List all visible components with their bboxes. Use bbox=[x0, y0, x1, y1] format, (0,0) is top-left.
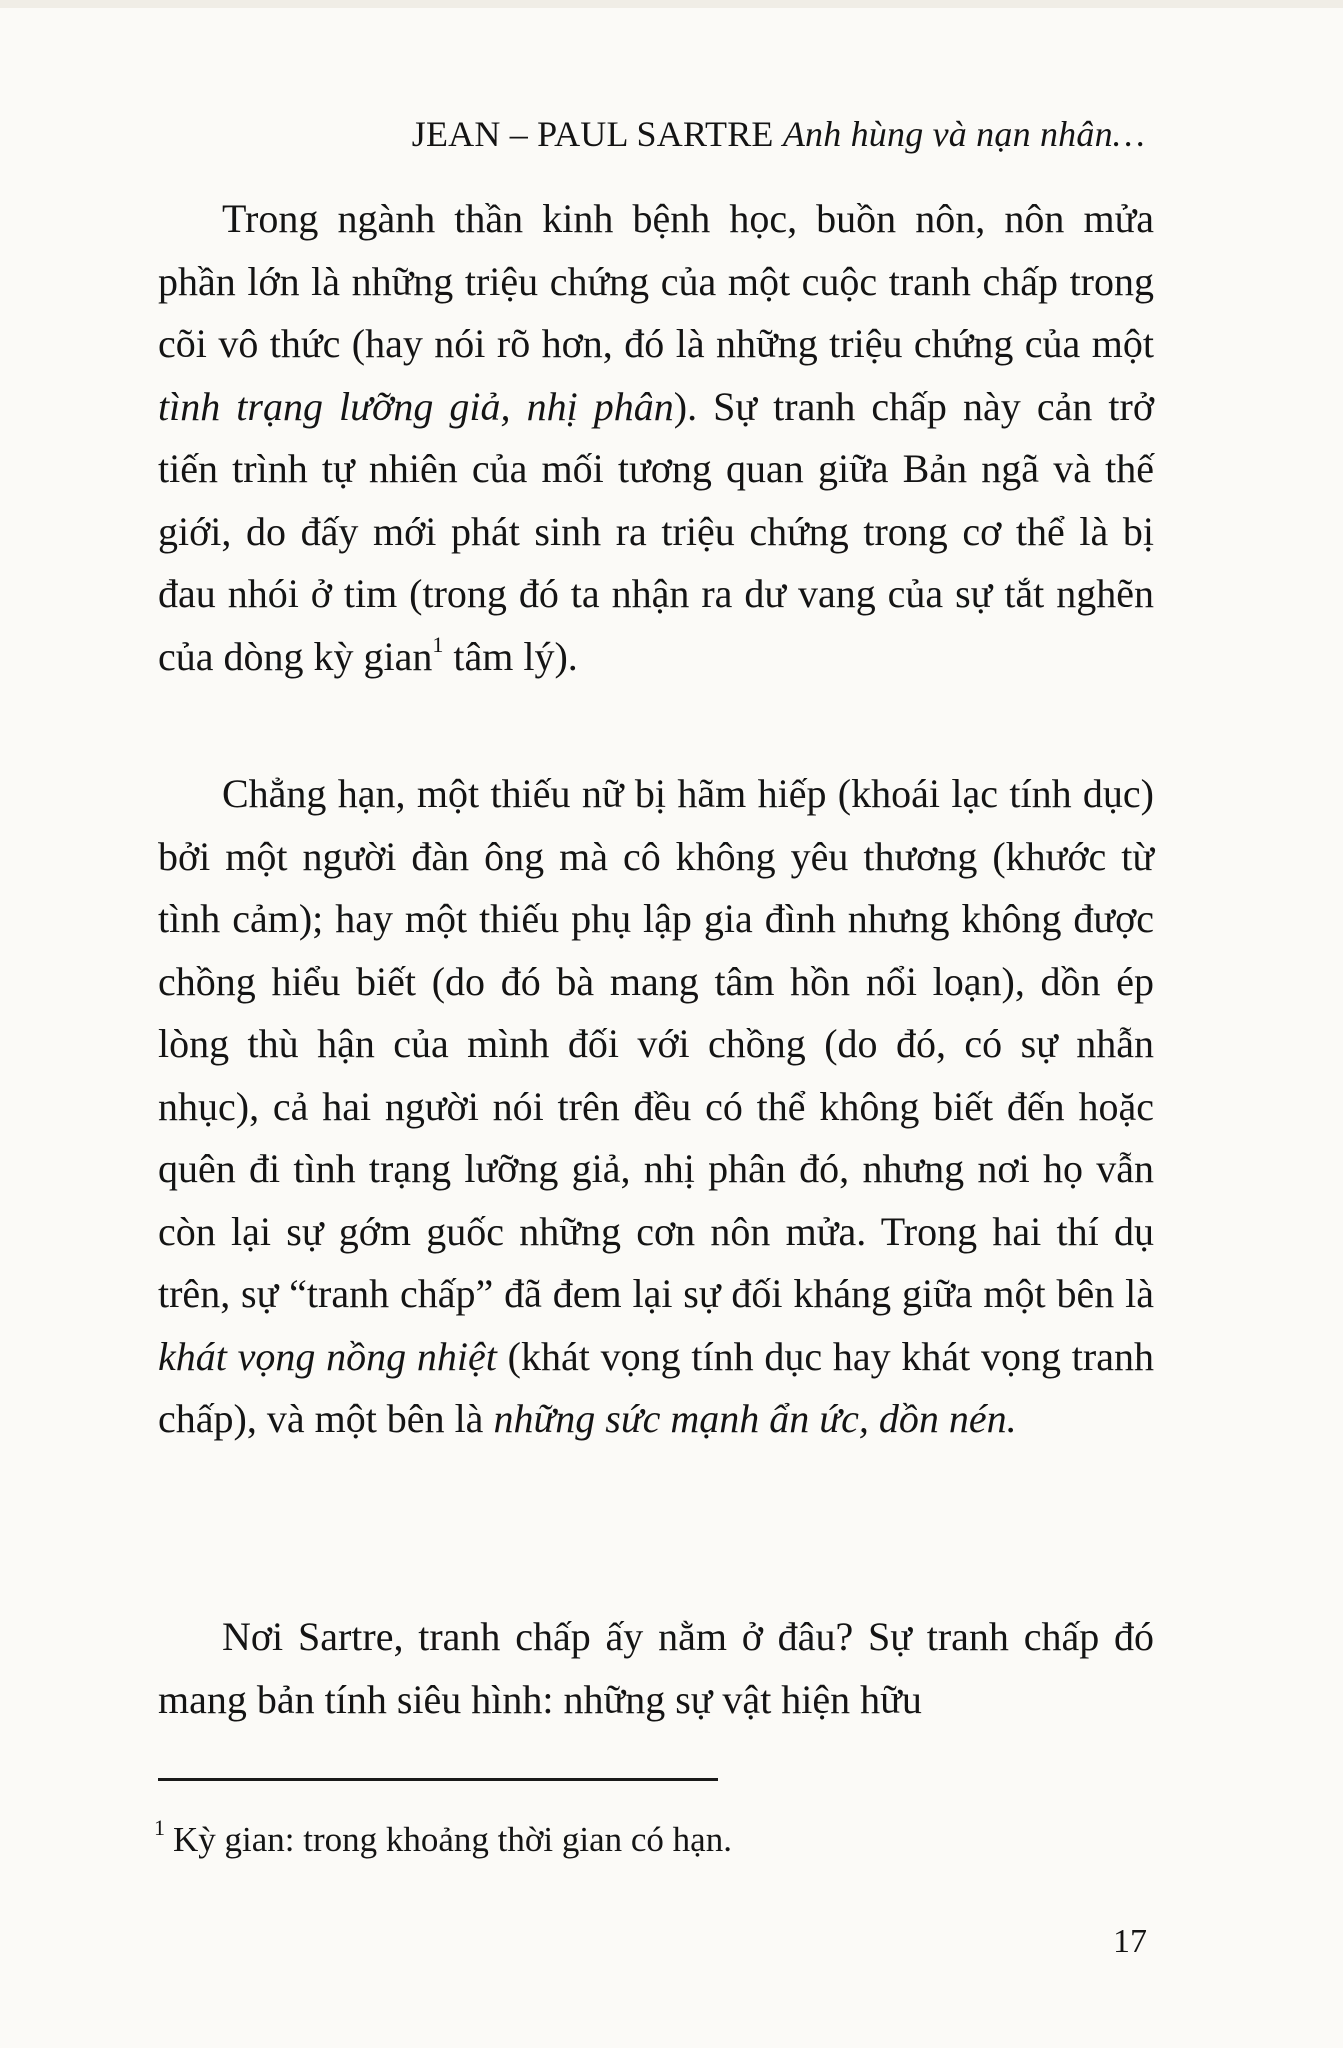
paragraph-text: Trong ngành thần kinh bệnh học, buồn nôn, nôn mửa phần lớn là những triệu chứng của một cuộc tranh chấp trong cõi vô thức (hay nói rõ hơn, đó là những triệu chứng của một bbox=[158, 196, 1154, 366]
footnote-marker: 1 bbox=[154, 1815, 165, 1840]
footnote-divider bbox=[158, 1778, 718, 1781]
paragraph-text: Chẳng hạn, một thiếu nữ bị hãm hiếp (khoái lạc tính dục) bởi một người đàn ông mà cô không yêu thương (khước từ tình cảm); hay một thiếu phụ lập gia đình nhưng không được chồng hiểu biết (do đó bà mang tâm hồn nổi loạn), dồn ép lòng thù hận của mình đối với chồng (do đó, có sự nhẫn nhục), cả hai người nói trên đều có thể không biết đến hoặc quên đi tình trạng lưỡng giả, nhị phân đó, nhưng nơi họ vẫn còn lại sự gớm guốc những cơn nôn mửa. Trong hai thí dụ trên, sự “tranh chấp” đã đem lại sự đối kháng giữa một bên là bbox=[158, 771, 1154, 1316]
paragraph-italic-text: khát vọng nồng nhiệt bbox=[158, 1333, 497, 1379]
footnote-reference: 1 bbox=[432, 631, 444, 657]
paragraph-italic-text: tình trạng lưỡng giả, nhị phân bbox=[158, 383, 674, 429]
paragraph-text: (khát vọng tính dục hay khát vọng tranh chấp), và một bên là bbox=[158, 1333, 1154, 1441]
footnote bbox=[154, 1815, 732, 1862]
body-paragraph-1 bbox=[158, 188, 1154, 688]
header-book-title: Anh hùng và nạn nhân… bbox=[782, 114, 1145, 154]
paragraph-text: tâm lý). bbox=[443, 633, 578, 679]
body-paragraph-2 bbox=[158, 763, 1154, 1451]
header-author: JEAN – PAUL SARTRE bbox=[411, 114, 774, 154]
page-top-edge bbox=[0, 0, 1343, 8]
footnote-text: Kỳ gian: trong khoảng thời gian có hạn. bbox=[173, 1820, 732, 1859]
paragraph-italic-text: những sức mạnh ẩn ức, dồn nén. bbox=[493, 1396, 1017, 1441]
page-number: 17 bbox=[1113, 1923, 1147, 1960]
paragraph-text: ). Sự tranh chấp này cản trở tiến trình tự nhiên của mối tương quan giữa Bản ngã và thế giới, do đấy mới phát sinh ra triệu chứng trong cơ thể là bị đau nhói ở tim (trong đó ta nhận ra dư vang của sự tắt nghẽn của dòng kỳ gian bbox=[158, 383, 1154, 679]
running-header bbox=[412, 112, 1145, 156]
body-paragraph-3 bbox=[158, 1606, 1154, 1731]
paragraph-text: Nơi Sartre, tranh chấp ấy nằm ở đâu? Sự tranh chấp đó mang bản tính siêu hình: những sự vật hiện hữu bbox=[158, 1614, 1154, 1722]
